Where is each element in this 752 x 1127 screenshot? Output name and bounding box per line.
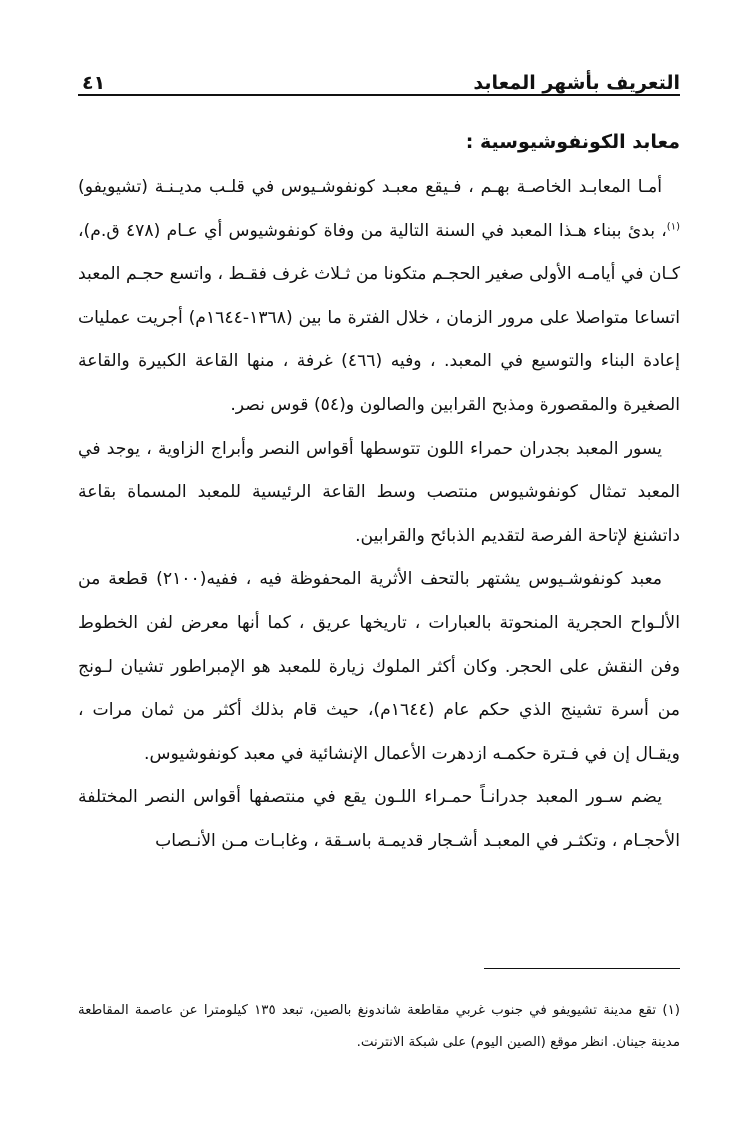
paragraph-1 — [78, 166, 680, 428]
paragraph-1-text-b: ، بدئ ببناء هـذا المعبد في السنة التالية من وفاة كونفوشيوس أي عـام (٤٧٨ ق.م)، كـان في أيامـه الأولى صغير الحجـم متكونا من ثـلاث غرف فقـط ، واتسع حجـم المعبد اتساعا متواصلا على مرور الزمان ، خلال الفترة ما بين (١٣٦٨-١٦٤٤م) أجريت عمليات إعادة البناء والتوسيع في المعبد. ، وفيه (٤٦٦) غرفة ، منها القاعة الكبيرة والقاعة الصغيرة والمقصورة ومذبح القرابين والصالون و(٥٤) قوس نصر. — [78, 220, 680, 415]
page-number: ٤١ — [82, 72, 106, 94]
running-title: التعريف بأشهر المعابد — [473, 72, 680, 94]
main-text — [78, 118, 680, 864]
footnote-marker: (١) — [666, 220, 680, 232]
paragraph-3: معبد كونفوشـيوس يشتهر بالتحف الأثرية المحفوظة فيه ، ففيه(٢١٠٠) قطعة من الألـواح الحجرية المنحوتة بالعبارات ، تاريخها عريق ، كما أنها معرض لفن الخطوط وفن النقش على الحجر. وكان أكثر الملوك زيارة للمعبد هو الإمبراطور تشيان لـونج من أسرة تشينج الذي حكم عام (١٦٤٤م)، حيث قام بذلك أكثر من ثمان مرات ، ويقـال إن في فـترة حكمـه ازدهرت الأعمال الإنشائية في معبد كونفوشيوس. — [78, 569, 680, 764]
paragraph-2: يسور المعبد بجدران حمراء اللون تتوسطها أقواس النصر وأبراج الزاوية ، يوجد في المعبد تمثال كونفوشيوس منتصب وسط القاعة الرئيسية للمعبد المسماة بقاعة داتشنغ لإتاحة الفرصة لتقديم الذبائح والقرابين. — [78, 438, 680, 546]
section-heading: معابد الكونفوشيوسية : — [465, 131, 680, 153]
footnote-divider — [484, 968, 680, 969]
page-header — [82, 58, 680, 94]
header-divider — [78, 94, 680, 96]
footnote: (١) تقع مدينة تشيويفو في جنوب غربي مقاطعة شاندونغ بالصين، تبعد ١٣٥ كيلومترا عن عاصمة المقاطعة مدينة جينان. انظر موقع (الصين اليوم) على شبكة الانترنت. — [78, 1003, 680, 1051]
paragraph-4: يضم سـور المعبد جدرانـاً حمـراء اللـون يقع في منتصفها أقواس النصر المختلفة الأحجـام ، وتكثـر في المعبـد أشـجار قديمـة باسـقة ، وغابـات مـن الأنـصاب — [78, 787, 680, 851]
paragraph-1-text-a: أمـا المعابـد الخاصـة بهـم ، فـيقع معبـد كونفوشـيوس في قلـب مديـنـة (تشيويفو) — [78, 177, 662, 197]
